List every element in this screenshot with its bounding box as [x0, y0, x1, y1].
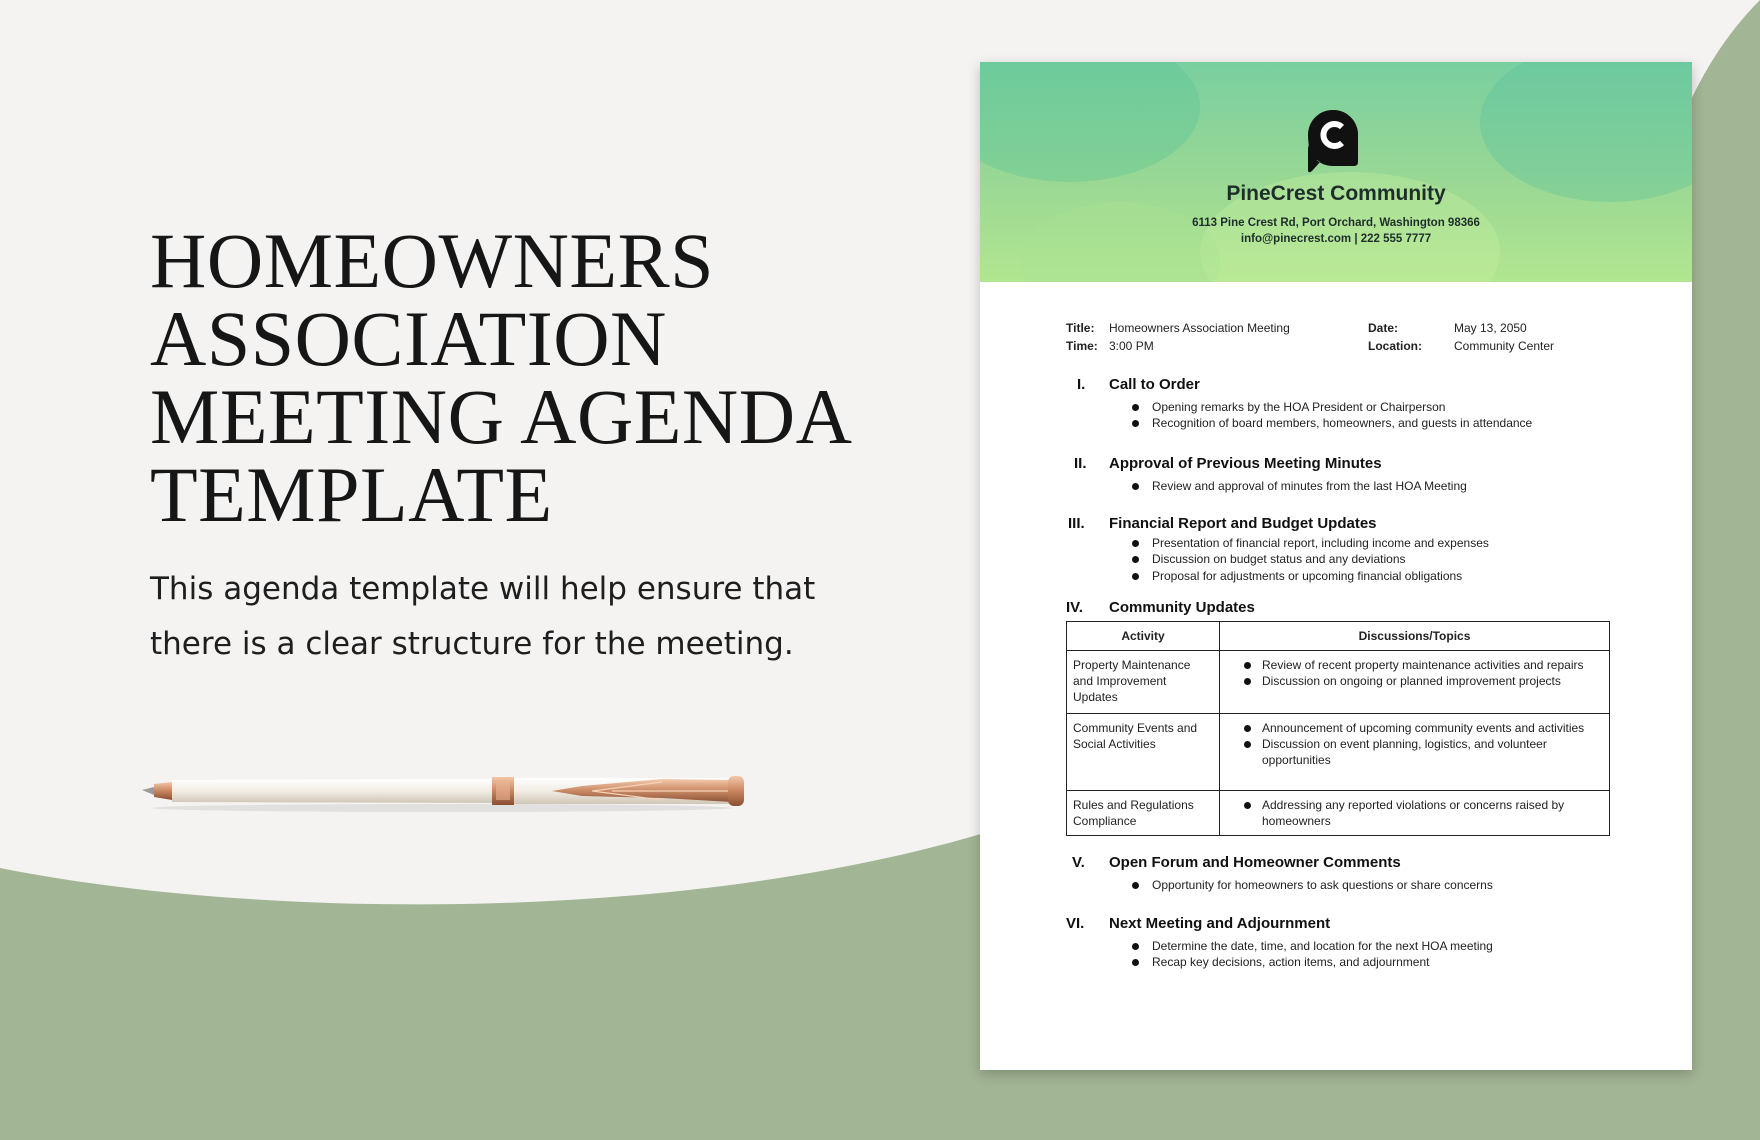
section-number: IV. — [1066, 599, 1083, 616]
meta-location-label: Location: — [1368, 339, 1422, 353]
topic-item: Review of recent property maintenance activities and repairs — [1226, 657, 1603, 673]
bullet-item: Proposal for adjustments or upcoming financial obligations — [1130, 568, 1489, 584]
activity-cell: Property Maintenance and Improvement Updates — [1067, 651, 1220, 714]
bullet-item: Recap key decisions, action items, and adjournment — [1130, 954, 1493, 970]
table-row — [1067, 791, 1610, 836]
bullet-item: Discussion on budget status and any deviations — [1130, 551, 1489, 567]
section-title: Next Meeting and Adjournment — [1109, 915, 1331, 932]
section-title: Financial Report and Budget Updates — [1109, 515, 1377, 532]
table-row — [1067, 714, 1610, 791]
meta-title-value: Homeowners Association Meeting — [1109, 321, 1290, 335]
bullet-item: Review and approval of minutes from the last HOA Meeting — [1130, 478, 1467, 494]
topics-cell — [1220, 791, 1610, 836]
agenda-document — [980, 62, 1692, 1070]
activity-cell: Rules and Regulations Compliance — [1067, 791, 1220, 836]
topic-item: Addressing any reported violations or concerns raised by homeowners — [1226, 797, 1603, 829]
organization-name: PineCrest Community — [1226, 182, 1446, 205]
topic-item: Discussion on ongoing or planned improvement projects — [1226, 673, 1603, 689]
document-header — [980, 62, 1692, 282]
meta-date-value: May 13, 2050 — [1454, 321, 1527, 335]
organization-contact: info@pinecrest.com | 222 555 7777 — [1240, 233, 1432, 245]
pen-illustration — [142, 768, 752, 818]
section-title: Open Forum and Homeowner Comments — [1109, 854, 1401, 871]
topic-item: Discussion on event planning, logistics, and volunteer opportunities — [1226, 736, 1603, 768]
section-bullets — [1130, 478, 1467, 494]
section-number: II. — [1074, 455, 1087, 472]
hero-subtitle: This agenda template will help ensure that there is a clear structure for the meeting. — [150, 571, 816, 662]
topics-cell — [1220, 714, 1610, 791]
section-bullets — [1130, 399, 1532, 432]
meta-time-label: Time: — [1066, 339, 1098, 353]
table-header-topics: Discussions/Topics — [1220, 622, 1610, 651]
section-number: VI. — [1066, 915, 1085, 932]
watercolor-blot — [1480, 62, 1692, 202]
section-bullets — [1130, 877, 1493, 893]
meta-location-value: Community Center — [1454, 339, 1555, 353]
bullet-item: Recognition of board members, homeowners, and guests in attendance — [1130, 415, 1532, 431]
meta-date-label: Date: — [1368, 321, 1399, 335]
bullet-item: Opening remarks by the HOA President or Chairperson — [1130, 399, 1532, 415]
meta-time-value: 3:00 PM — [1109, 339, 1154, 353]
bullet-item: Opportunity for homeowners to ask questions or share concerns — [1130, 877, 1493, 893]
community-updates-table — [1066, 621, 1610, 836]
pinecrest-logo-icon — [1306, 108, 1360, 174]
table-row — [1067, 651, 1610, 714]
section-title: Call to Order — [1109, 376, 1200, 393]
section-bullets — [1130, 938, 1493, 971]
section-bullets — [1130, 535, 1489, 584]
section-title: Approval of Previous Meeting Minutes — [1109, 455, 1382, 472]
meta-title-label: Title: — [1066, 321, 1095, 335]
activity-cell: Community Events and Social Activities — [1067, 714, 1220, 791]
table-header-activity: Activity — [1067, 622, 1220, 651]
section-title: Community Updates — [1109, 599, 1255, 616]
bullet-item: Determine the date, time, and location for the next HOA meeting — [1130, 938, 1493, 954]
section-number: III. — [1068, 515, 1085, 532]
topics-cell — [1220, 651, 1610, 714]
hero-title: HOMEOWNERS ASSOCIATION MEETING AGENDA TEMPLATE — [150, 217, 849, 538]
watercolor-blot — [980, 62, 1200, 182]
organization-address: 6113 Pine Crest Rd, Port Orchard, Washington 98366 — [1192, 217, 1480, 229]
topic-item: Announcement of upcoming community events and activities — [1226, 720, 1603, 736]
bullet-item: Presentation of financial report, including income and expenses — [1130, 535, 1489, 551]
section-number: I. — [1077, 376, 1086, 393]
section-number: V. — [1072, 854, 1085, 871]
table-header-row — [1067, 622, 1610, 651]
